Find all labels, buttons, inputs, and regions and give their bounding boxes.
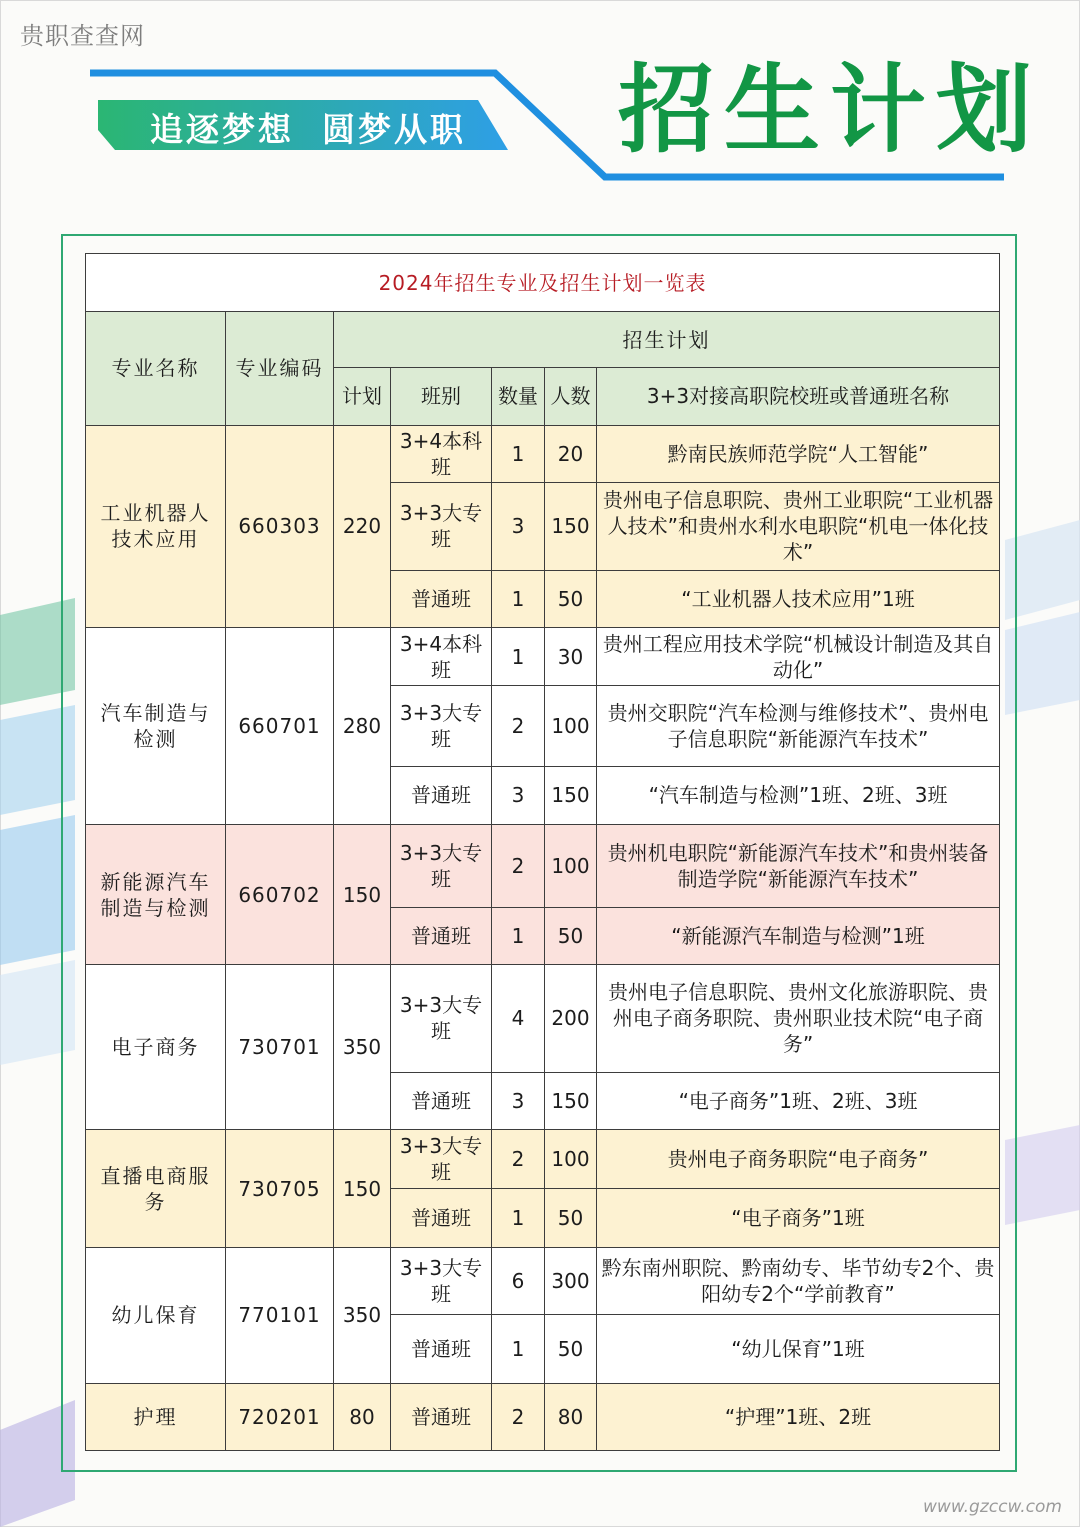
enrollment-plan-table xyxy=(85,253,1000,1451)
slogan-part-2: 圆梦从职 xyxy=(322,110,466,149)
watermark-text: 贵职查查网 xyxy=(20,22,145,50)
class-count: 2 xyxy=(492,824,545,907)
people-count: 80 xyxy=(545,1383,597,1450)
plan-total: 350 xyxy=(334,965,391,1130)
plan-total: 350 xyxy=(334,1248,391,1383)
table-row xyxy=(86,1129,1000,1188)
people-count: 150 xyxy=(545,1072,597,1129)
major-code: 730701 xyxy=(226,965,334,1130)
people-count: 30 xyxy=(545,628,597,686)
header-plan-group: 招生计划 xyxy=(334,312,1000,368)
major-code: 660702 xyxy=(226,824,334,964)
class-count: 2 xyxy=(492,1129,545,1188)
major-name: 直播电商服务 xyxy=(86,1129,226,1247)
class-count: 3 xyxy=(492,766,545,824)
header-class-type: 班别 xyxy=(391,368,492,425)
partner-name: “电子商务”1班 xyxy=(597,1189,1000,1248)
major-name: 护理 xyxy=(86,1383,226,1450)
plan-total: 280 xyxy=(334,628,391,825)
class-type: 3+4本科班 xyxy=(391,425,492,482)
major-code: 660701 xyxy=(226,628,334,825)
site-url: www.gzccw.com xyxy=(923,1497,1062,1517)
people-count: 100 xyxy=(545,686,597,766)
header-major-code: 专业编码 xyxy=(226,312,334,425)
major-code: 720201 xyxy=(226,1383,334,1450)
people-count: 300 xyxy=(545,1248,597,1315)
major-name: 幼儿保育 xyxy=(86,1248,226,1383)
people-count: 20 xyxy=(545,425,597,482)
people-count: 50 xyxy=(545,571,597,628)
partner-name: 贵州工程应用技术学院“机械设计制造及其自动化” xyxy=(597,628,1000,686)
class-count: 1 xyxy=(492,571,545,628)
class-type: 3+3大专班 xyxy=(391,824,492,907)
partner-name: “幼儿保育”1班 xyxy=(597,1315,1000,1383)
people-count: 150 xyxy=(545,482,597,570)
table-caption: 2024年招生专业及招生计划一览表 xyxy=(86,254,1000,312)
partner-name: “新能源汽车制造与检测”1班 xyxy=(597,908,1000,965)
people-count: 200 xyxy=(545,965,597,1072)
partner-name: 贵州电子信息职院、贵州文化旅游职院、贵州电子商务职院、贵州职业技术院“电子商务” xyxy=(597,965,1000,1072)
partner-name: “汽车制造与检测”1班、2班、3班 xyxy=(597,766,1000,824)
partner-name: “工业机器人技术应用”1班 xyxy=(597,571,1000,628)
class-type: 普通班 xyxy=(391,1315,492,1383)
partner-name: 贵州电子信息职院、贵州工业职院“工业机器人技术”和贵州水利水电职院“机电一体化技术” xyxy=(597,482,1000,570)
plan-total: 150 xyxy=(334,824,391,964)
people-count: 50 xyxy=(545,1315,597,1383)
plan-total: 150 xyxy=(334,1129,391,1247)
partner-name: 贵州电子商务职院“电子商务” xyxy=(597,1129,1000,1188)
header-people: 人数 xyxy=(545,368,597,425)
major-name: 工业机器人技术应用 xyxy=(86,425,226,628)
class-type: 普通班 xyxy=(391,1189,492,1248)
major-name: 电子商务 xyxy=(86,965,226,1130)
people-count: 50 xyxy=(545,1189,597,1248)
table-row xyxy=(86,965,1000,1072)
class-type: 3+3大专班 xyxy=(391,686,492,766)
header-count: 数量 xyxy=(492,368,545,425)
class-count: 2 xyxy=(492,1383,545,1450)
people-count: 100 xyxy=(545,1129,597,1188)
major-name: 新能源汽车制造与检测 xyxy=(86,824,226,964)
people-count: 150 xyxy=(545,766,597,824)
major-name: 汽车制造与检测 xyxy=(86,628,226,825)
slogan xyxy=(150,104,494,151)
class-count: 1 xyxy=(492,908,545,965)
people-count: 100 xyxy=(545,824,597,907)
class-type: 普通班 xyxy=(391,908,492,965)
class-type: 3+3大专班 xyxy=(391,1248,492,1315)
class-count: 1 xyxy=(492,1315,545,1383)
class-count: 1 xyxy=(492,628,545,686)
header-partner: 3+3对接高职院校班或普通班名称 xyxy=(597,368,1000,425)
class-count: 1 xyxy=(492,425,545,482)
class-count: 3 xyxy=(492,482,545,570)
class-type: 普通班 xyxy=(391,571,492,628)
header-major-name: 专业名称 xyxy=(86,312,226,425)
major-code: 770101 xyxy=(226,1248,334,1383)
major-code: 730705 xyxy=(226,1129,334,1247)
partner-name: “电子商务”1班、2班、3班 xyxy=(597,1072,1000,1129)
page-title: 招生计划 xyxy=(618,54,1042,166)
class-count: 2 xyxy=(492,686,545,766)
header-plan: 计划 xyxy=(334,368,391,425)
class-type: 普通班 xyxy=(391,766,492,824)
class-count: 4 xyxy=(492,965,545,1072)
partner-name: “护理”1班、2班 xyxy=(597,1383,1000,1450)
class-count: 1 xyxy=(492,1189,545,1248)
table-row xyxy=(86,1383,1000,1450)
partner-name: 黔东南州职院、黔南幼专、毕节幼专2个、贵阳幼专2个“学前教育” xyxy=(597,1248,1000,1315)
partner-name: 贵州机电职院“新能源汽车技术”和贵州装备制造学院“新能源汽车技术” xyxy=(597,824,1000,907)
class-type: 普通班 xyxy=(391,1383,492,1450)
table-row xyxy=(86,824,1000,907)
slogan-part-1: 追逐梦想 xyxy=(150,110,294,149)
class-count: 6 xyxy=(492,1248,545,1315)
major-code: 660303 xyxy=(226,425,334,628)
class-type: 3+4本科班 xyxy=(391,628,492,686)
class-type: 3+3大专班 xyxy=(391,482,492,570)
plan-total: 220 xyxy=(334,425,391,628)
partner-name: 黔南民族师范学院“人工智能” xyxy=(597,425,1000,482)
table-row xyxy=(86,425,1000,482)
class-type: 3+3大专班 xyxy=(391,1129,492,1188)
class-type: 3+3大专班 xyxy=(391,965,492,1072)
plan-total: 80 xyxy=(334,1383,391,1450)
class-count: 3 xyxy=(492,1072,545,1129)
people-count: 50 xyxy=(545,908,597,965)
class-type: 普通班 xyxy=(391,1072,492,1129)
partner-name: 贵州交职院“汽车检测与维修技术”、贵州电子信息职院“新能源汽车技术” xyxy=(597,686,1000,766)
table-row xyxy=(86,1248,1000,1315)
table-row xyxy=(86,628,1000,686)
